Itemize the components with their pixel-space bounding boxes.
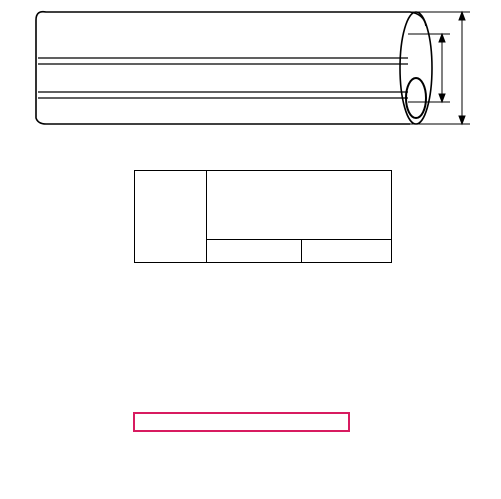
column-header-d1 <box>302 240 392 263</box>
rebar-illustration <box>30 6 475 132</box>
rebar-size-table <box>134 170 392 263</box>
column-header-d <box>207 240 302 263</box>
highlighted-row-outline <box>133 412 350 432</box>
column-header-size <box>207 171 392 240</box>
column-header-sections <box>135 171 207 263</box>
